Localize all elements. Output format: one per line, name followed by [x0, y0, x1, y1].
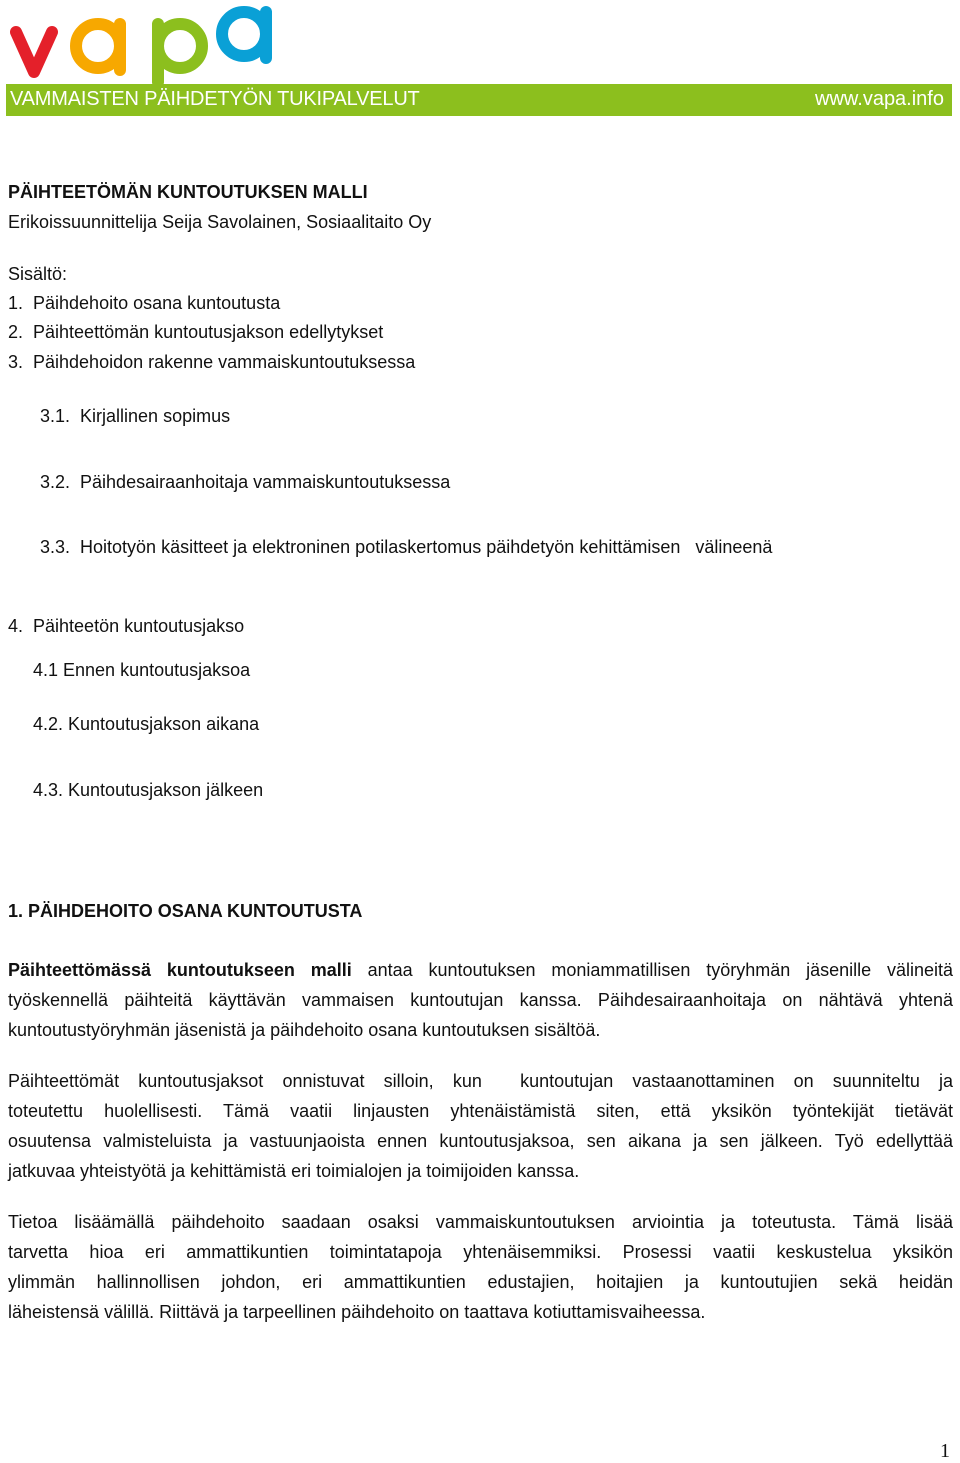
paragraph-line: työskennellä päihteitä käyttävän vammaisen kuntoutujan kanssa. Päihdesairaanhoitaja on nähtävä yhtenä [8, 990, 953, 1010]
document-author: Erikoissuunnittelija Seija Savolainen, Sosiaalitaito Oy [8, 212, 432, 232]
toc-subitem: 3.3. Hoitotyön käsitteet ja elektroninen potilaskertomus päihdetyön kehittämisen välineenä [40, 537, 773, 557]
paragraph-text: antaa kuntoutuksen moniammatillisen työryhmän jäsenille välineitä [351, 960, 953, 980]
logo-letter-v [16, 32, 52, 72]
paragraph-bold-term: Päihteettömässä kuntoutukseen malli [8, 960, 352, 980]
logo-letter-a2 [222, 12, 266, 58]
toc-item: 4. Päihteetön kuntoutusjakso [8, 616, 245, 636]
section-heading: 1. PÄIHDEHOITO OSANA KUNTOUTUSTA [8, 901, 363, 921]
toc-item: 1. Päihdehoito osana kuntoutusta [8, 293, 281, 313]
paragraph-2 [8, 1066, 953, 1186]
paragraph-line: toteutettu huolellisesti. Tämä vaatii linjausten yhtenäistämistä siten, että yksikön työntekijät tietävät [8, 1101, 953, 1121]
banner-url: www.vapa.info [815, 88, 944, 110]
vapa-logo [8, 2, 283, 84]
document-title: PÄIHTEETÖMÄN KUNTOUTUKSEN MALLI [8, 182, 368, 202]
toc-subitem: 4.1 Ennen kuntoutusjaksoa [33, 660, 251, 680]
paragraph-line: osuutensa valmisteluista ja vastuunjaoista ennen kuntoutusjaksoa, sen aikana ja sen jälkeen. Työ edellyttää [8, 1131, 953, 1151]
paragraph-1 [8, 955, 953, 1045]
paragraph-line: kuntoutustyöryhmän jäsenistä ja päihdehoito osana kuntoutuksen sisältöä. [8, 1020, 601, 1040]
paragraph-line: Tietoa lisäämällä päihdehoito saadaan osaksi vammaiskuntoutuksen arviointia ja toteutusta. Tämä lisää [8, 1212, 953, 1232]
logo-letter-a1 [76, 24, 120, 70]
banner-title: VAMMAISTEN PÄIHDETYÖN TUKIPALVELUT [10, 88, 420, 110]
toc-subitem: 3.2. Päihdesairaanhoitaja vammaiskuntoutuksessa [40, 472, 451, 492]
paragraph-line: ylimmän hallinnollisen johdon, eri ammattikuntien edustajien, hoitajien ja kuntoutujien sekä heidän [8, 1272, 953, 1292]
page-number: 1 [940, 1440, 950, 1462]
paragraph-line [8, 955, 953, 985]
paragraph-line: Päihteettömät kuntoutusjaksot onnistuvat silloin, kun kuntoutujan vastaanottaminen on suunniteltu ja [8, 1071, 953, 1091]
toc-heading: Sisältö: [8, 264, 68, 284]
toc-item: 2. Päihteettömän kuntoutusjakson edellytykset [8, 322, 384, 342]
paragraph-line: jatkuvaa yhteistyötä ja kehittämistä eri toimialojen ja toimijoiden kanssa. [8, 1161, 580, 1181]
toc-subitem: 3.1. Kirjallinen sopimus [40, 406, 231, 426]
toc-subitem: 4.2. Kuntoutusjakson aikana [33, 714, 260, 734]
toc-subitem: 4.3. Kuntoutusjakson jälkeen [33, 780, 264, 800]
paragraph-3 [8, 1207, 953, 1327]
paragraph-line: tarvetta hioa eri ammattikuntien toimintatapoja yhtenäisemmiksi. Prosessi vaatii keskustelua yksikön [8, 1242, 953, 1262]
paragraph-line: läheistensä välillä. Riittävä ja tarpeellinen päihdehoito on taattava kotiuttamisvaiheessa. [8, 1302, 706, 1322]
toc-item: 3. Päihdehoidon rakenne vammaiskuntoutuksessa [8, 352, 416, 372]
logo-letter-p [158, 24, 202, 82]
header-banner [6, 84, 952, 116]
